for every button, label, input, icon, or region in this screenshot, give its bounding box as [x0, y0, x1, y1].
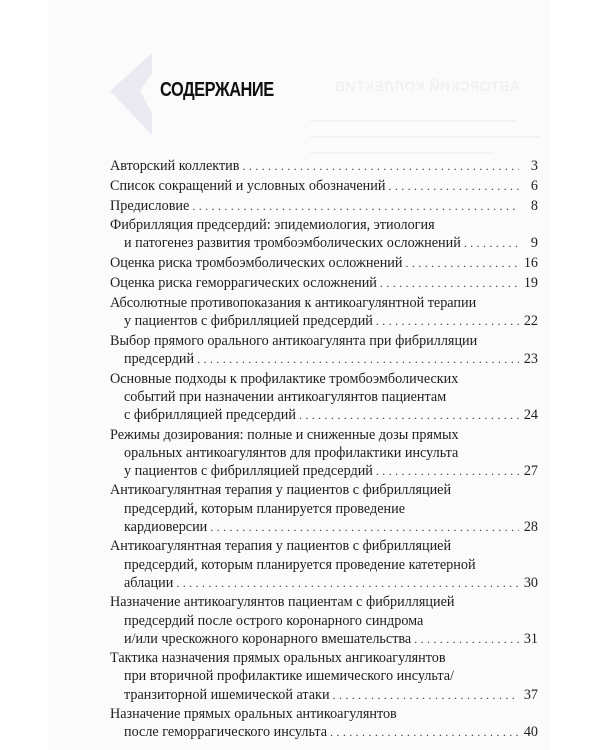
toc-entry-title-line	[110, 593, 538, 611]
toc-entry[interactable]	[110, 157, 538, 175]
toc-entry-text: и патогенез развития тромбоэмболических осложнений	[124, 235, 461, 252]
dot-leader	[376, 312, 519, 330]
toc-entry[interactable]	[110, 649, 538, 703]
toc-entry-text: Авторский коллектив	[110, 158, 240, 174]
toc-entry-text: Основные подходы к профилактике тромбоэмболических	[110, 370, 459, 387]
table-of-contents	[110, 157, 538, 743]
toc-entry-title-line	[110, 294, 538, 312]
toc-entry-text: Назначение антикоагулянтов пациентам с фибрилляцией	[110, 594, 455, 611]
toc-entry[interactable]	[110, 332, 538, 368]
toc-entry-text: и/или чрескожного коронарного вмешательства	[124, 630, 412, 647]
toc-entry-text: Выбор прямого орального антикоагулянта при фибрилляции	[110, 332, 478, 349]
toc-entry-title-line	[110, 649, 538, 667]
toc-entry[interactable]	[110, 274, 538, 292]
toc-page-number: 40	[523, 724, 538, 741]
toc-entry-text: у пациентов с фибрилляцией предсердий	[124, 312, 373, 329]
toc-page-number: 24	[523, 406, 538, 423]
toc-entry-text: Режимы дозирования: полные и сниженные дозы прямых	[110, 426, 459, 443]
toc-entry-continuation-line	[110, 612, 538, 630]
toc-page-number: 31	[523, 630, 538, 647]
toc-page-number: 37	[523, 686, 538, 703]
toc-page-number: 27	[523, 462, 538, 479]
toc-entry-continuation-line	[110, 500, 538, 518]
toc-entry-title-line	[110, 157, 538, 175]
toc-entry-text: предсердий, которым планируется проведение	[124, 500, 406, 517]
toc-page-number: 9	[530, 235, 538, 252]
toc-entry-continuation-line	[110, 574, 538, 592]
toc-entry-continuation-line	[110, 630, 538, 648]
toc-page-number: 28	[523, 518, 538, 535]
toc-entry-text: Список сокращений и условных обозначений	[110, 177, 386, 194]
toc-entry-text: с фибрилляцией предсердий	[124, 406, 296, 423]
toc-entry-text: Фибрилляция предсердий: эпидемиология, этиология	[110, 217, 435, 234]
dot-leader	[333, 686, 519, 704]
toc-entry-text: предсердий	[124, 350, 195, 367]
toc-page-number: 6	[530, 177, 538, 194]
toc-entry-text: Тактика назначения прямых оральных ангикоагулянтов	[110, 650, 446, 667]
toc-entry[interactable]	[110, 426, 538, 480]
toc-entry-text: Антикоагулянтная терапия у пациентов с фибрилляцией	[110, 482, 452, 499]
dot-leader	[242, 157, 519, 175]
toc-entry[interactable]	[110, 177, 538, 195]
toc-page-number: 3	[530, 158, 538, 174]
dot-leader	[406, 254, 519, 272]
toc-entry-text: предсердий после острого коронарного синдрома	[124, 612, 424, 629]
toc-entry-continuation-line	[110, 556, 538, 574]
toc-entry-continuation-line	[110, 462, 538, 480]
toc-entry-text: Абсолютные противопоказания к антикоагулянтной терапии	[110, 294, 477, 311]
dot-leader	[210, 518, 519, 536]
toc-entry-text: у пациентов с фибрилляцией предсердий	[124, 462, 373, 479]
toc-entry-text: Предисловие	[110, 197, 190, 214]
toc-entry-continuation-line	[110, 723, 538, 741]
toc-entry[interactable]	[110, 254, 538, 272]
toc-entry-text: предсердий, которым планируется проведение катетерной	[124, 556, 476, 573]
dot-leader	[330, 723, 519, 741]
toc-entry-title-line	[110, 332, 538, 350]
toc-entry-title-line	[110, 274, 538, 292]
toc-entry-continuation-line	[110, 350, 538, 368]
toc-entry[interactable]	[110, 370, 538, 424]
toc-entry-text: Оценка риска геморрагических осложнений	[110, 275, 377, 291]
toc-entry-text: событий при назначении антикоагулянтов пациентам	[124, 388, 447, 405]
toc-page-number: 16	[523, 255, 538, 272]
toc-entry[interactable]	[110, 216, 538, 252]
dot-leader	[414, 630, 519, 648]
toc-entry-continuation-line	[110, 388, 538, 406]
toc-entry[interactable]	[110, 481, 538, 535]
dot-leader	[192, 197, 519, 215]
toc-entry[interactable]	[110, 294, 538, 330]
toc-entry-text: Антикоагулянтная терапия у пациентов с фибрилляцией	[110, 538, 452, 555]
toc-page-number: 30	[523, 574, 538, 591]
toc-entry-text: кардиоверсии	[124, 518, 208, 535]
toc-entry-continuation-line	[110, 518, 538, 536]
toc-entry[interactable]	[110, 537, 538, 591]
toc-entry-title-line	[110, 426, 538, 444]
page-title: СОДЕРЖАНИЕ	[160, 79, 274, 101]
toc-entry-title-line	[110, 537, 538, 555]
dot-leader	[380, 274, 519, 292]
dot-leader	[176, 574, 518, 592]
toc-entry-text: аблации	[124, 574, 174, 591]
toc-entry-continuation-line	[110, 686, 538, 704]
toc-entry-title-line	[110, 481, 538, 499]
toc-entry-title-line	[110, 705, 538, 723]
toc-entry-text: после геморрагического инсульта	[124, 724, 328, 741]
dot-leader	[388, 177, 519, 195]
toc-entry-continuation-line	[110, 444, 538, 462]
toc-entry-title-line	[110, 216, 538, 234]
toc-entry[interactable]	[110, 705, 538, 741]
toc-entry-title-line	[110, 370, 538, 388]
toc-entry-title-line	[110, 197, 538, 215]
toc-entry-text: Оценка риска тромбоэмболических осложнений	[110, 255, 403, 272]
toc-entry-title-line	[110, 254, 538, 272]
toc-entry[interactable]	[110, 197, 538, 215]
dot-leader	[197, 350, 519, 368]
bleed-through-text: АВТОРСКИЙ КОЛЛЕКТИВ	[334, 78, 520, 94]
toc-entry-text: оральных антикоагулянтов для профилактики инсульта	[124, 444, 459, 461]
toc-entry-continuation-line	[110, 406, 538, 424]
toc-entry-text: Назначение прямых оральных антикоагулянтов	[110, 706, 397, 723]
chevron-left-icon	[110, 53, 156, 135]
toc-entry-continuation-line	[110, 667, 538, 685]
toc-page-number: 23	[523, 350, 538, 367]
toc-entry[interactable]	[110, 593, 538, 647]
dot-leader	[376, 462, 519, 480]
dot-leader	[464, 234, 519, 252]
toc-page-number: 22	[523, 312, 538, 329]
toc-entry-text: при вторичной профилактике ишемического инсульта/	[124, 668, 454, 685]
dot-leader	[299, 406, 519, 424]
toc-entry-text: транзиторной ишемической атаки	[124, 686, 330, 703]
toc-page-number: 19	[523, 275, 538, 291]
toc-entry-continuation-line	[110, 234, 538, 252]
toc-page-number: 8	[530, 197, 538, 214]
toc-entry-title-line	[110, 177, 538, 195]
toc-entry-continuation-line	[110, 312, 538, 330]
